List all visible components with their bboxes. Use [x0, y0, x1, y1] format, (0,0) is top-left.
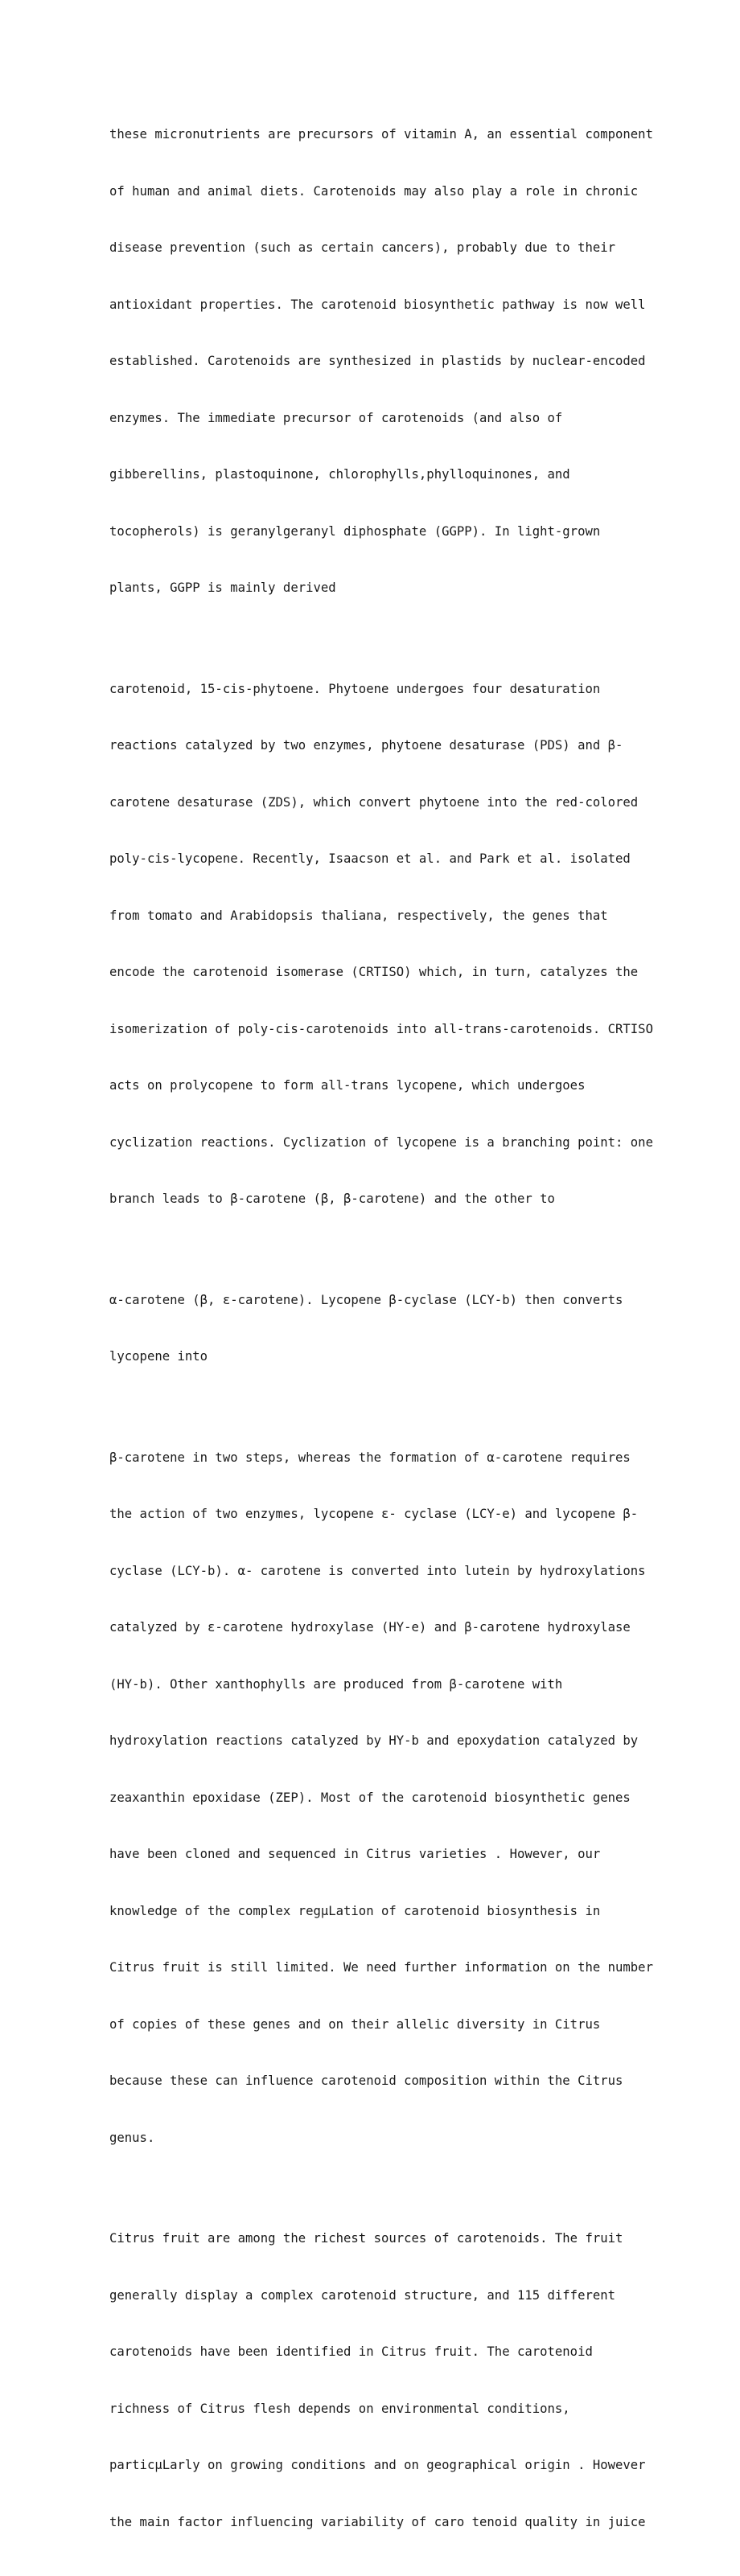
text-line: knowledge of the complex regμLation of carotenoid biosynthesis in — [109, 1903, 601, 1918]
text-line: from tomato and Arabidopsis thaliana, respectively, the genes that — [109, 908, 608, 923]
text-line: branch leads to β-carotene (β, β-carotene) and the other to — [109, 1192, 555, 1206]
text-line: antioxidant properties. The carotenoid biosynthetic pathway is now well — [109, 297, 646, 312]
text-line: catalyzed by ε-carotene hydroxylase (HY-e) and β-carotene hydroxylase — [109, 1620, 631, 1635]
text-line: genus. — [109, 2130, 155, 2145]
text-line: α-carotene (β, ε-carotene). Lycopene β-cyclase (LCY-b) then converts — [109, 1292, 623, 1307]
text-line: plants, GGPP is mainly derived — [109, 580, 336, 595]
text-line: the main factor influencing variability of caro tenoid quality in juice — [109, 2514, 646, 2529]
text-line: carotenoids have been identified in Citrus fruit. The carotenoid — [109, 2344, 593, 2359]
text-line: of copies of these genes and on their allelic diversity in Citrus — [109, 2016, 601, 2032]
text-line: tocopherols) is geranylgeranyl diphosphate (GGPP). In light-grown — [109, 523, 601, 539]
text-line: of human and animal diets. Carotenoids may also play a role in chronic — [109, 183, 639, 199]
paragraph-2 — [109, 642, 653, 1247]
text-line: richness of Citrus flesh depends on environmental conditions, — [109, 2401, 570, 2416]
text-line: gibberellins, plastoquinone, chlorophylls,phylloquinones, and — [109, 467, 570, 482]
text-line: Citrus fruit is still limited. We need further information on the number — [109, 1960, 653, 1975]
text-line: cyclase (LCY-b). α- carotene is converted into lutein by hydroxylations — [109, 1563, 646, 1578]
text-line: reactions catalyzed by two enzymes, phytoene desaturase (PDS) and β- — [109, 738, 623, 753]
text-line: have been cloned and sequenced in Citrus varieties . However, our — [109, 1847, 601, 1861]
paragraph-4 — [109, 1411, 653, 2186]
paragraph-1 — [109, 88, 653, 636]
text-line: zeaxanthin epoxidase (ZEP). Most of the carotenoid biosynthetic genes — [109, 1790, 631, 1805]
text-line: established. Carotenoids are synthesized in plastids by nuclear-encoded — [109, 354, 646, 368]
text-line: encode the carotenoid isomerase (CRTISO) which, in turn, catalyzes the — [109, 965, 639, 979]
text-line: β-carotene in two steps, whereas the formation of α-carotene requires — [109, 1450, 631, 1465]
text-line: Citrus fruit are among the richest sources of carotenoids. The fruit — [109, 2231, 623, 2246]
document-body — [109, 88, 653, 2576]
paragraph-5 — [109, 2192, 646, 2570]
text-line: enzymes. The immediate precursor of carotenoids (and also of — [109, 410, 563, 425]
paragraph-3 — [109, 1253, 634, 1405]
text-line: generally display a complex carotenoid structure, and 115 different — [109, 2287, 616, 2303]
text-line: lycopene into — [109, 1349, 208, 1364]
text-line: acts on prolycopene to form all-trans lycopene, which undergoes — [109, 1078, 586, 1093]
text-line: these micronutrients are precursors of vitamin A, an essential component — [109, 127, 653, 142]
text-line: poly-cis-lycopene. Recently, Isaacson et al. and Park et al. isolated — [109, 851, 631, 866]
text-line: hydroxylation reactions catalyzed by HY-b and epoxydation catalyzed by — [109, 1733, 639, 1748]
text-line: because these can influence carotenoid composition within the Citrus — [109, 2074, 623, 2088]
text-line: disease prevention (such as certain cancers), probably due to their — [109, 240, 616, 255]
text-line: isomerization of poly-cis-carotenoids into all-trans-carotenoids. CRTISO — [109, 1021, 653, 1036]
text-line: (HY-b). Other xanthophylls are produced from β-carotene with — [109, 1676, 563, 1692]
text-line: cyclization reactions. Cyclization of lycopene is a branching point: one — [109, 1134, 653, 1150]
text-line: the action of two enzymes, lycopene ε- cyclase (LCY-e) and lycopene β- — [109, 1507, 639, 1521]
text-line: particμLarly on growing conditions and on geographical origin . However — [109, 2458, 646, 2472]
text-line: carotenoid, 15-cis-phytoene. Phytoene undergoes four desaturation — [109, 681, 601, 696]
text-line: carotene desaturase (ZDS), which convert phytoene into the red-colored — [109, 794, 639, 810]
